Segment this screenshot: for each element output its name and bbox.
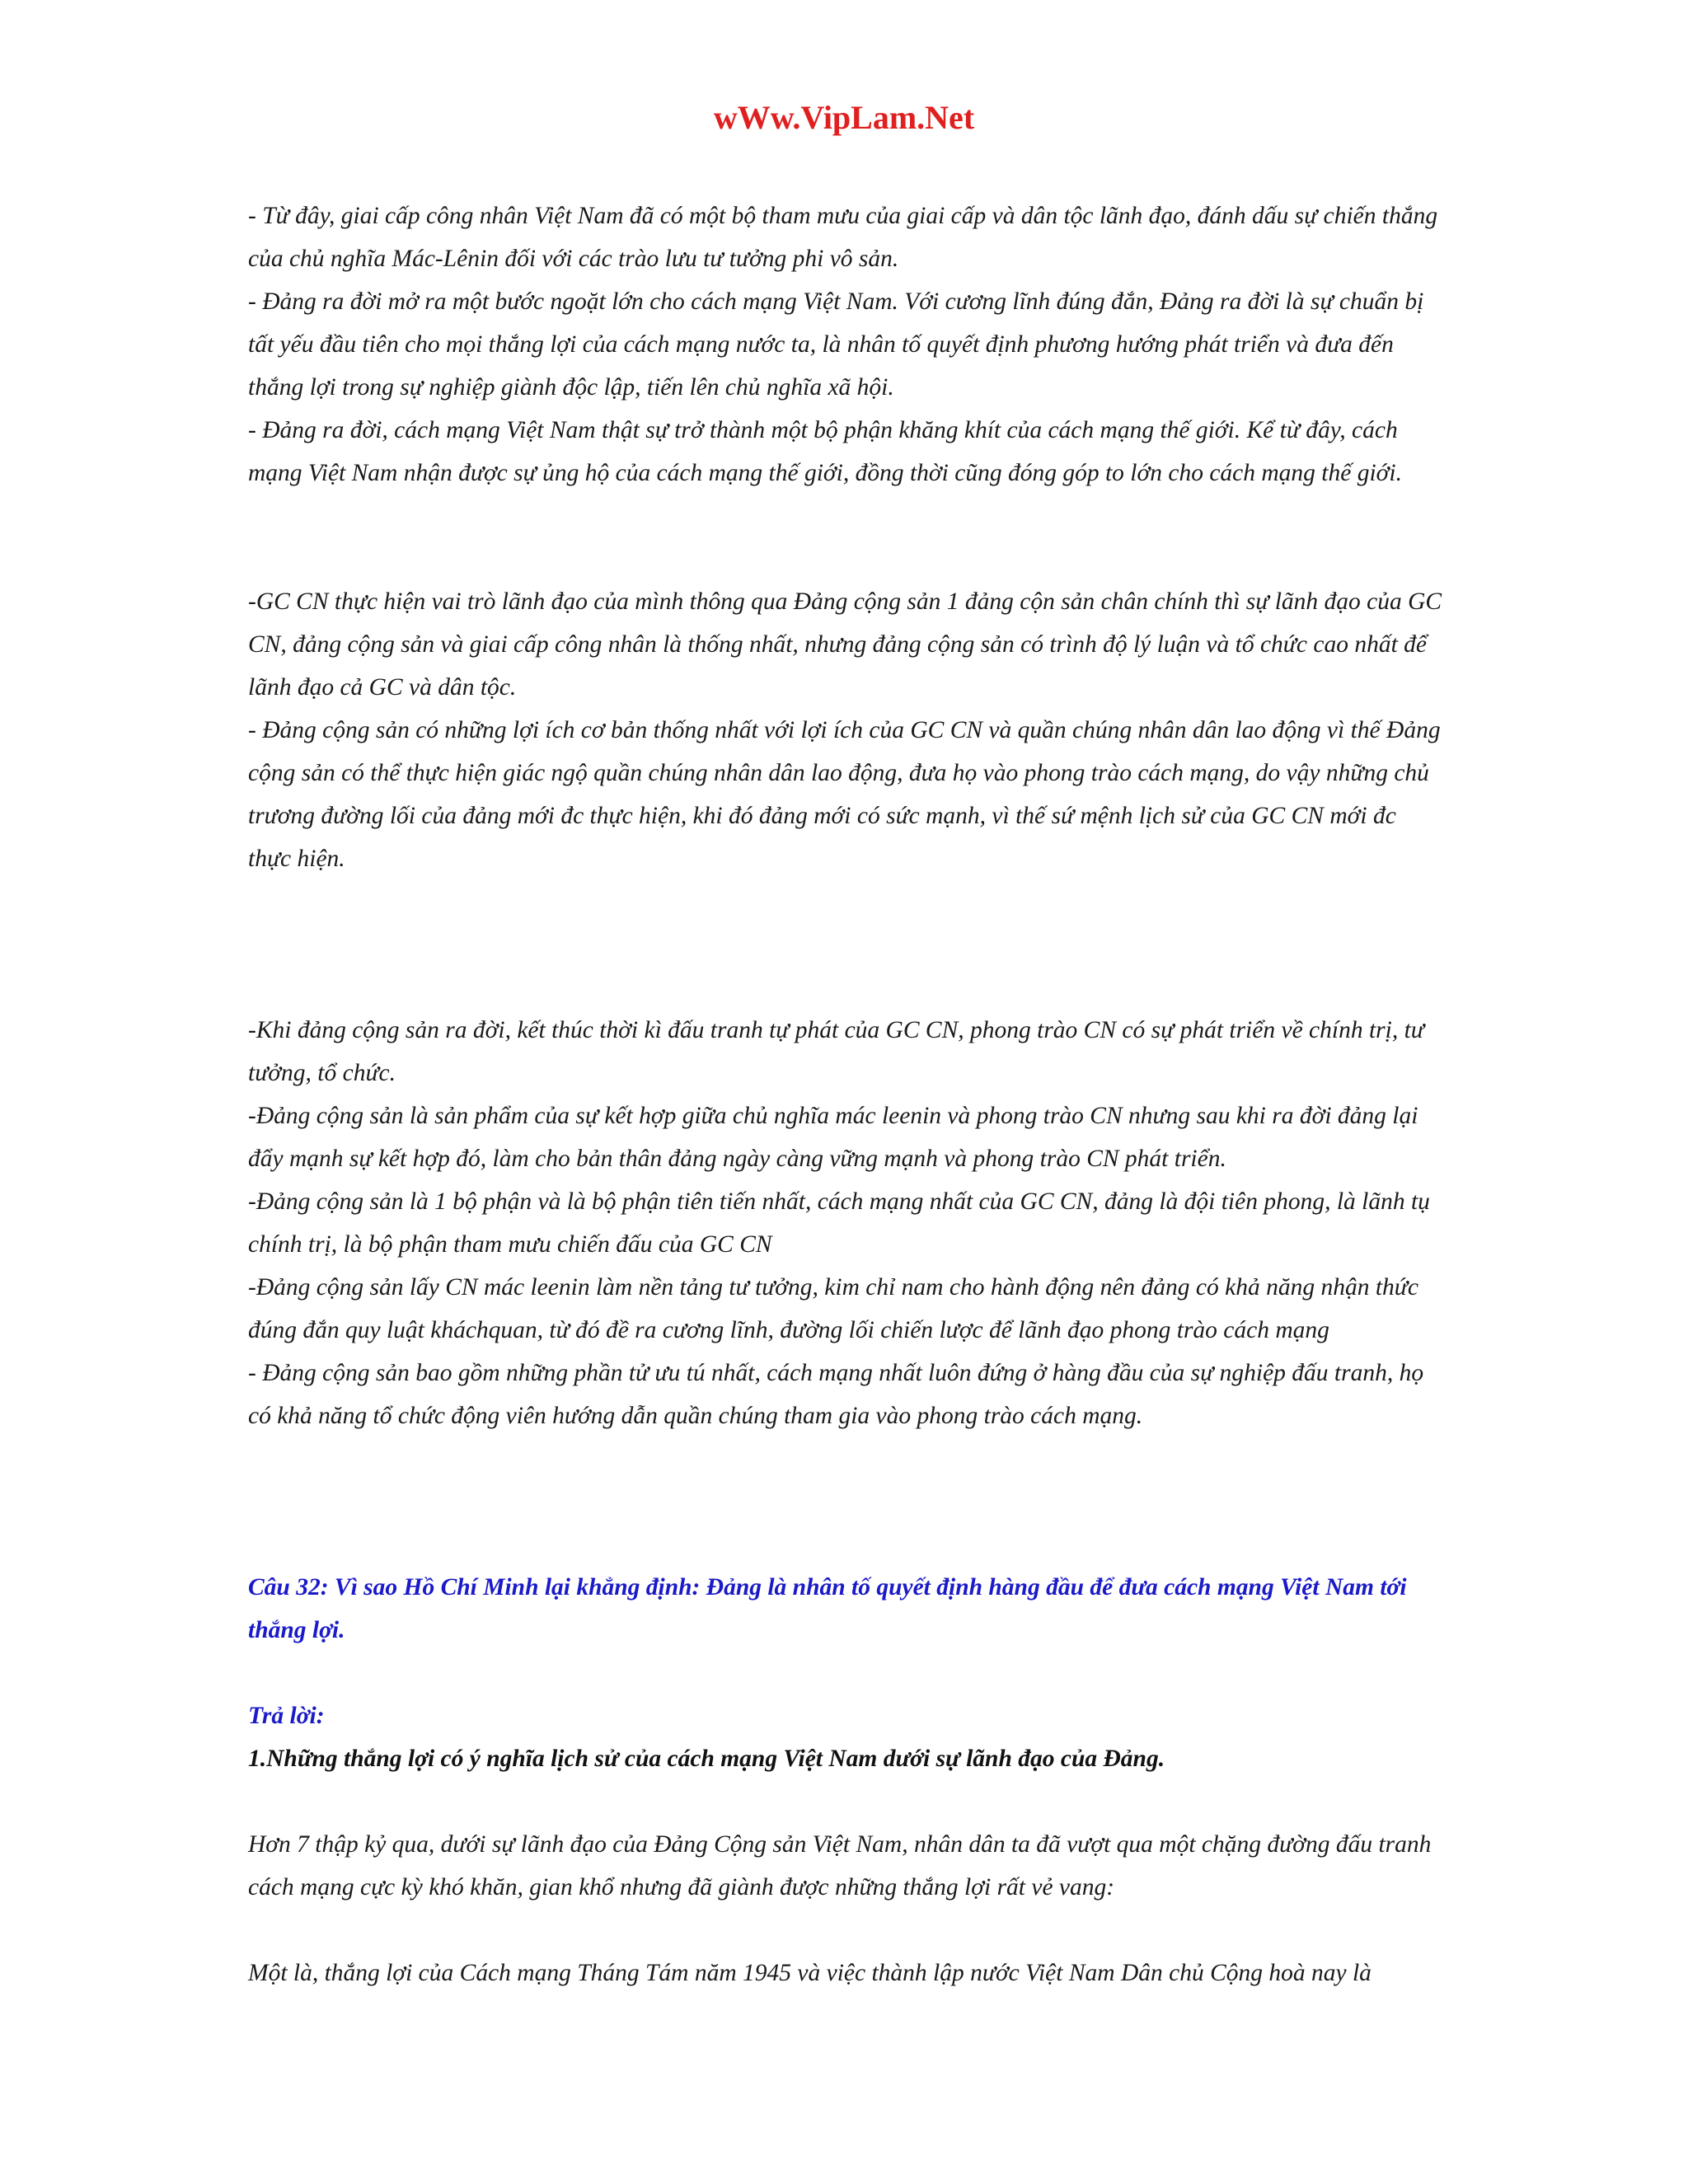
paragraph: -Đảng cộng sản là 1 bộ phận và là bộ phận tiên tiến nhất, cách mạng nhất của GC CN, đảng là đội tiên phong, là lãnh tụ chính trị, là bộ phận tham mưu chiến đấu của GC CN <box>248 1188 1430 1258</box>
paragraph: -Khi đảng cộng sản ra đời, kết thúc thời kì đấu tranh tự phát của GC CN, phong trào CN có sự phát triển về chính trị, tư tưởng, tổ chức. <box>248 1017 1424 1086</box>
paragraph: Hơn 7 thập kỷ qua, dưới sự lãnh đạo của Đảng Cộng sản Việt Nam, nhân dân ta đã vượt qua một chặng đường đấu tranh cách mạng cực kỳ khó khăn, gian khổ nhưng đã giành được những thắng lợi rất vẻ vang: <box>248 1831 1432 1900</box>
paragraph: - Từ đây, giai cấp công nhân Việt Nam đã có một bộ tham mưu của giai cấp và dân tộc lãnh đạo, đánh dấu sự chiến thắng của chủ nghĩa Mác-Lênin đối với các trào lưu tư tưởng phi vô sản. <box>248 203 1438 272</box>
paragraph: - Đảng cộng sản bao gồm những phần tử ưu tú nhất, cách mạng nhất luôn đứng ở hàng đầu của sự nghiệp đấu tranh, họ có khả năng tổ chức động viên hướng dẫn quần chúng tham gia vào phong trào cách mạng. <box>248 1360 1424 1429</box>
spacer <box>248 1909 1445 1952</box>
spacer <box>248 1437 1445 1566</box>
paragraph: - Đảng ra đời mở ra một bước ngoặt lớn cho cách mạng Việt Nam. Với cương lĩnh đúng đắn, Đảng ra đời là sự chuẩn bị tất yếu đầu tiên cho mọi thắng lợi của cách mạng nước ta, là nhân tố quyết định phương hướng phát triển và đưa đến thắng lợi trong sự nghiệp giành độc lập, tiến lên chủ nghĩa xã hội. <box>248 288 1424 401</box>
answer-label: Trả lời: <box>248 1703 325 1729</box>
spacer <box>248 1780 1445 1823</box>
paragraph: Một là, thắng lợi của Cách mạng Tháng Tám năm 1945 và việc thành lập nước Việt Nam Dân chủ Cộng hoà nay là <box>248 1960 1372 1986</box>
question-heading: Câu 32: Vì sao Hồ Chí Minh lại khẳng định: Đảng là nhân tố quyết định hàng đầu để đưa cách mạng Việt Nam tới thắng lợi. <box>248 1574 1407 1643</box>
paragraph: - Đảng ra đời, cách mạng Việt Nam thật sự trở thành một bộ phận khăng khít của cách mạng thế giới. Kể từ đây, cách mạng Việt Nam nhận được sự ủng hộ của cách mạng thế giới, đồng thời cũng đóng góp to lớn cho cách mạng thế giới. <box>248 417 1402 486</box>
spacer <box>248 1652 1445 1694</box>
paragraph: - Đảng cộng sản có những lợi ích cơ bản thống nhất với lợi ích của GC CN và quần chúng nhân dân lao động vì thế Đảng cộng sản có thể thực hiện giác ngộ quần chúng nhân dân lao động, đưa họ vào phong trào cách mạng, do vậy những chủ trương đường lối của đảng mới đc thực hiện, khi đó đảng mới có sức mạnh, vì thế sứ mệnh lịch sử của GC CN mới đc thực hiện. <box>248 717 1441 872</box>
site-header: wWw.VipLam.Net <box>713 99 975 136</box>
document-body <box>248 194 1445 1994</box>
section-subheading: 1.Những thắng lợi có ý nghĩa lịch sử của cách mạng Việt Nam dưới sự lãnh đạo của Đảng. <box>248 1746 1165 1772</box>
spacer <box>248 880 1445 1009</box>
paragraph: -Đảng cộng sản là sản phẩm của sự kết hợp giữa chủ nghĩa mác leenin và phong trào CN nhưng sau khi ra đời đảng lại đẩy mạnh sự kết hợp đó, làm cho bản thân đảng ngày càng vững mạnh và phong trào CN phát triển. <box>248 1103 1418 1172</box>
paragraph: -GC CN thực hiện vai trò lãnh đạo của mình thông qua Đảng cộng sản 1 đảng cộn sản chân chính thì sự lãnh đạo của GC CN, đảng cộng sản và giai cấp công nhân là thống nhất, nhưng đảng cộng sản có trình độ lý luận và tổ chức cao nhất để lãnh đạo cả GC và dân tộc. <box>248 588 1442 701</box>
spacer <box>248 494 1445 580</box>
paragraph: -Đảng cộng sản lấy CN mác leenin làm nền tảng tư tưởng, kim chỉ nam cho hành động nên đảng có khả năng nhận thức đúng đắn quy luật kháchquan, từ đó đề ra cương lĩnh, đường lối chiến lược để lãnh đạo phong trào cách mạng <box>248 1274 1418 1343</box>
